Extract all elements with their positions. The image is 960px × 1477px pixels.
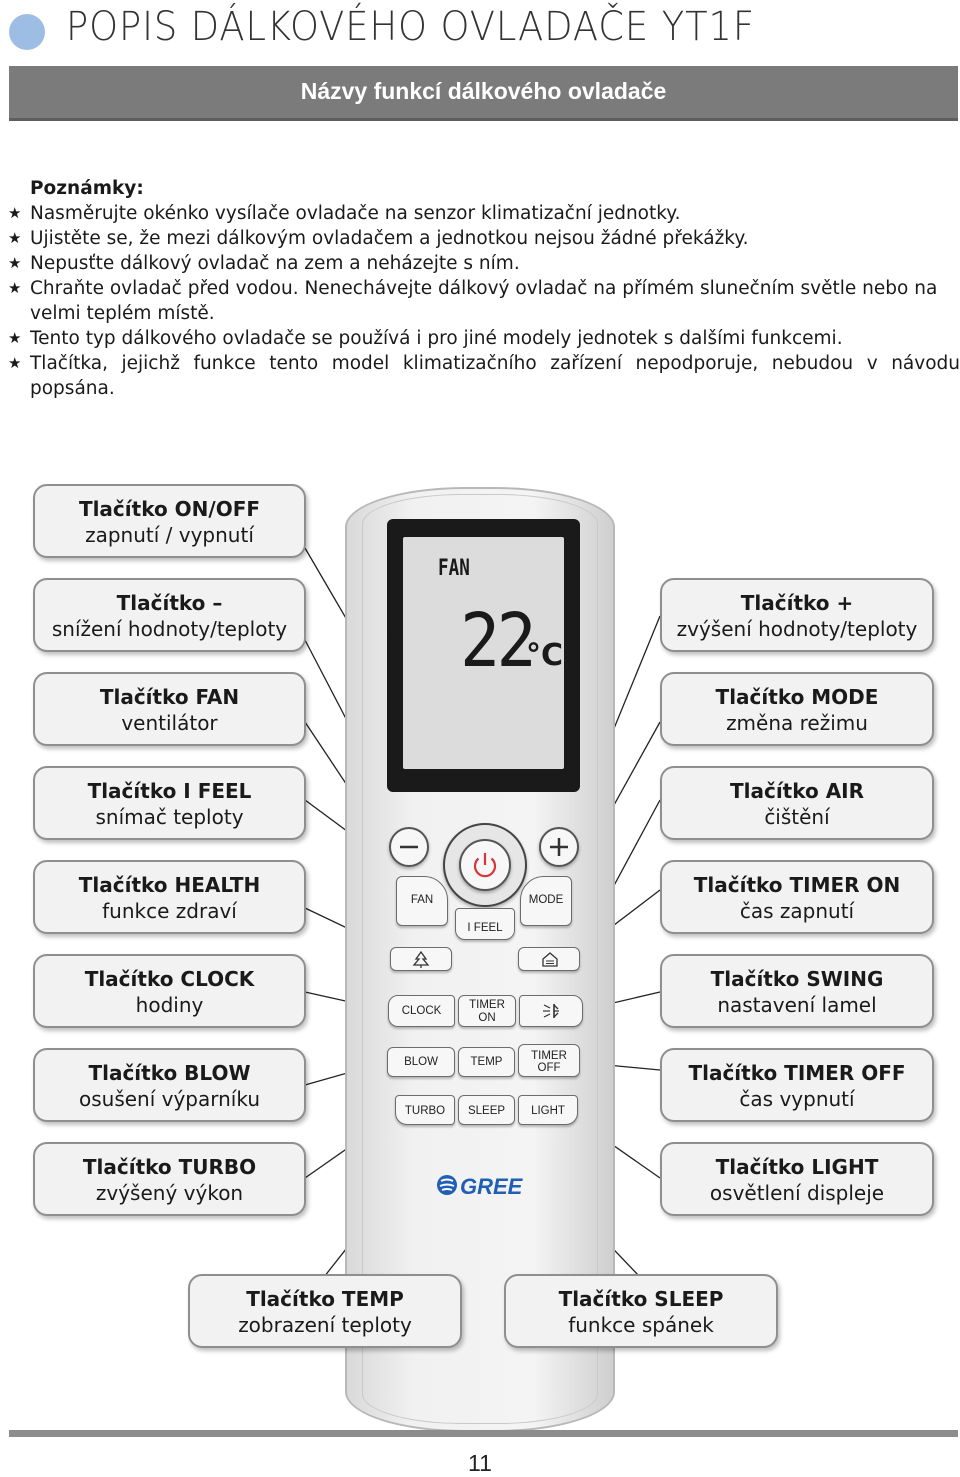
light-button[interactable]: LIGHT	[518, 1095, 578, 1125]
label-light: Tlačítko LIGHT osvětlení displeje	[660, 1142, 934, 1216]
label-minus: Tlačítko – snížení hodnoty/teploty	[33, 578, 306, 652]
star-icon: ★	[8, 354, 22, 372]
lcd-temperature-unit: °C	[526, 638, 564, 673]
label-ifeel: Tlačítko I FEEL snímač teploty	[33, 766, 306, 840]
health-button[interactable]	[390, 947, 452, 971]
swing-icon	[520, 996, 582, 1026]
label-air: Tlačítko AIR čištění	[660, 766, 934, 840]
sleep-button[interactable]: SLEEP	[458, 1095, 515, 1125]
label-timer-on: Tlačítko TIMER ON čas zapnutí	[660, 860, 934, 934]
lcd-mode-indicator: FAN	[438, 556, 470, 581]
label-swing: Tlačítko SWING nastavení lamel	[660, 954, 934, 1028]
star-icon: ★	[8, 204, 22, 222]
label-mode: Tlačítko MODE změna režimu	[660, 672, 934, 746]
air-clean-icon	[519, 948, 579, 970]
label-blow: Tlačítko BLOW osušení výparníku	[33, 1048, 306, 1122]
plus-button[interactable]	[539, 827, 579, 867]
label-turbo: Tlačítko TURBO zvýšený výkon	[33, 1142, 306, 1216]
page-subtitle: Názvy funkcí dálkového ovladače	[300, 78, 667, 104]
swing-button[interactable]	[519, 995, 583, 1027]
label-timer-off: Tlačítko TIMER OFF čas vypnutí	[660, 1048, 934, 1122]
temp-button[interactable]: TEMP	[458, 1047, 515, 1077]
label-health: Tlačítko HEALTH funkce zdraví	[33, 860, 306, 934]
label-clock: Tlačítko CLOCK hodiny	[33, 954, 306, 1028]
power-icon	[461, 841, 509, 889]
note-item: ★ Nasměrujte okénko vysílače ovladače na senzor klimatizační jednotky.	[8, 203, 681, 224]
power-button[interactable]	[459, 839, 511, 891]
footer-divider	[9, 1430, 958, 1437]
star-icon: ★	[8, 329, 22, 347]
ifeel-button[interactable]: I FEEL	[455, 908, 515, 940]
note-item: ★ Tlačítka, jejichž funkce tento model klimatizačního zařízení nepodporuje, nebudou v návodu popsána.	[8, 353, 960, 399]
clock-button[interactable]: CLOCK	[388, 995, 455, 1027]
label-temp: Tlačítko TEMP zobrazení teploty	[188, 1274, 462, 1348]
lcd-temperature: 22	[460, 598, 533, 684]
notes-heading: Poznámky:	[30, 178, 144, 199]
label-sleep: Tlačítko SLEEP funkce spánek	[504, 1274, 778, 1348]
gree-logo-text: GREE	[460, 1174, 523, 1199]
star-icon: ★	[8, 229, 22, 247]
blow-button[interactable]: BLOW	[387, 1047, 455, 1077]
label-plus: Tlačítko + zvýšení hodnoty/teploty	[660, 578, 934, 652]
star-icon: ★	[8, 279, 22, 297]
mode-button[interactable]: MODE	[520, 876, 572, 926]
timer-on-button[interactable]: TIMER ON	[458, 995, 516, 1027]
gree-logo	[436, 1170, 536, 1200]
turbo-button[interactable]: TURBO	[395, 1095, 455, 1125]
label-on-off: Tlačítko ON/OFF zapnutí / vypnutí	[33, 484, 306, 558]
fan-button[interactable]: FAN	[396, 876, 448, 926]
label-fan: Tlačítko FAN ventilátor	[33, 672, 306, 746]
note-item: ★ Ujistěte se, že mezi dálkovým ovladačem a jednotkou nejsou žádné překážky.	[8, 228, 749, 249]
star-icon: ★	[8, 254, 22, 272]
timer-off-button[interactable]: TIMER OFF	[518, 1044, 580, 1077]
minus-icon	[391, 829, 427, 865]
health-icon	[391, 948, 451, 970]
page-title: POPIS DÁLKOVÉHO OVLADAČE YT1F	[66, 4, 755, 50]
page-number: 11	[468, 1450, 492, 1476]
minus-button[interactable]	[389, 827, 429, 867]
note-item: ★ Nepusťte dálkový ovladač na zem a neházejte s ním.	[8, 253, 520, 274]
gree-logo-mark	[436, 1170, 536, 1200]
plus-icon	[541, 829, 577, 865]
air-button[interactable]	[518, 947, 580, 971]
note-item: ★ Chraňte ovladač před vodou. Nenechávejte dálkový ovladač na přímém slunečním světle nebo na velmi teplém místě.	[8, 278, 938, 324]
note-item: ★ Tento typ dálkového ovladače se používá i pro jiné modely jednotek s dalšími funkcemi.	[8, 328, 843, 349]
